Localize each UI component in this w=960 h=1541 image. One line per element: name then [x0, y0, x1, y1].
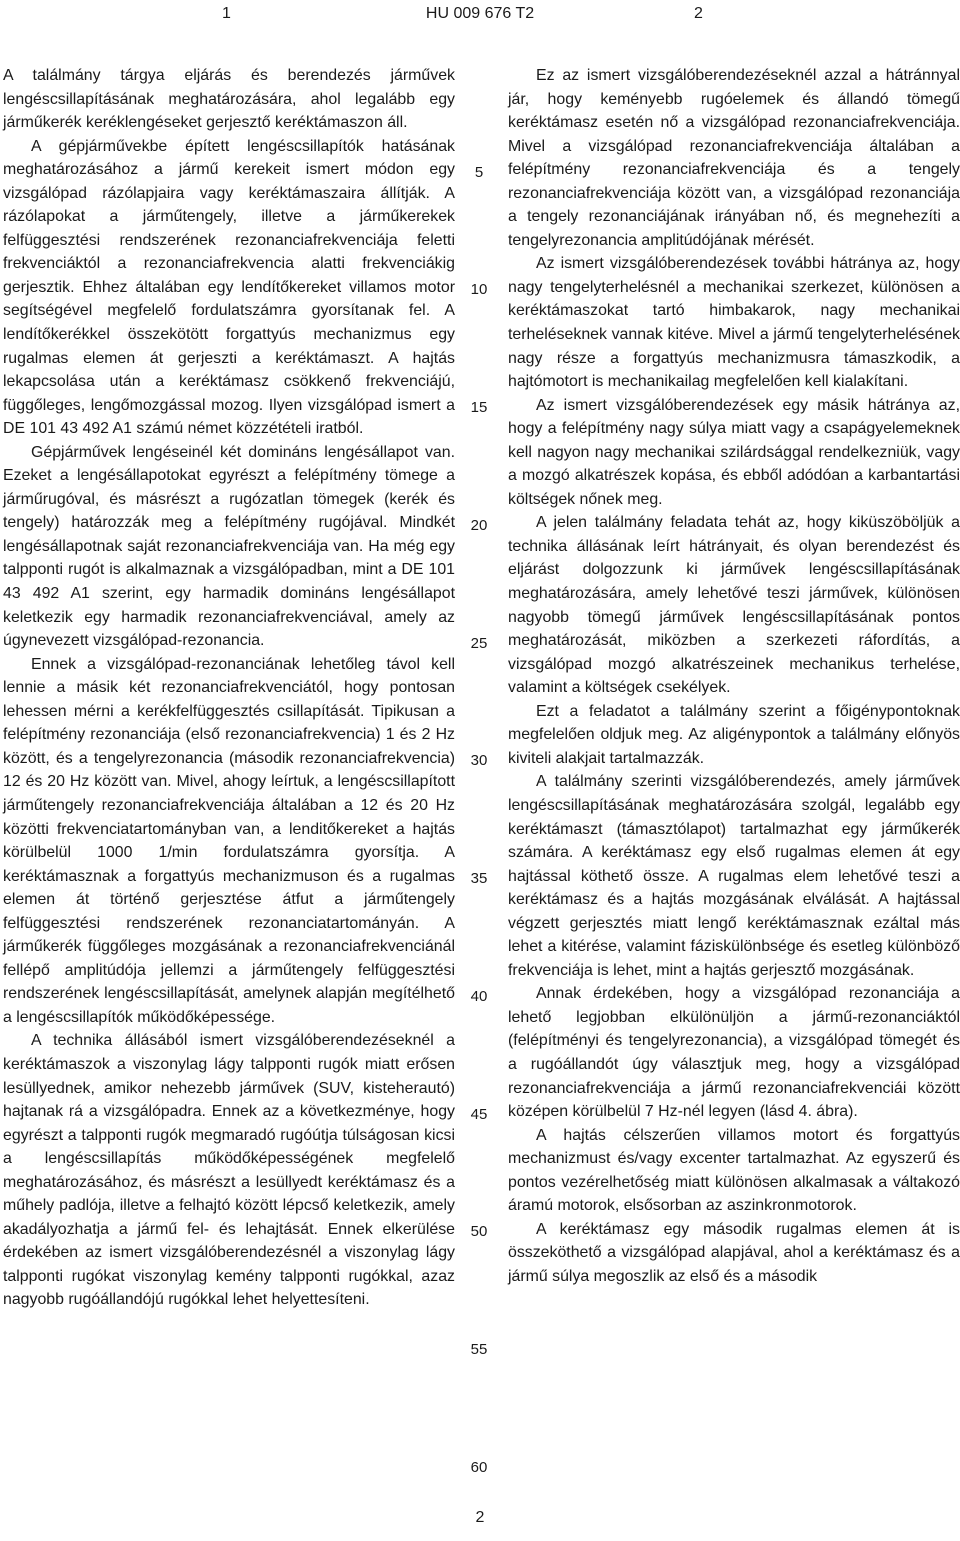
paragraph: Ez az ismert vizsgálóberendezéseknél azzal a hátránnyal jár, hogy keményebb rugóelemek és állandó tömegű keréktámasz esetén nő a vizsgálópad rezonanciafrekvenciája. Mivel a vizsgálópad rezonanciafrekvenciája általában a felépítmény rezonanciafrekvenciája és a tengely rezonanciafrekvenciája között van, a vizsgálópad rezonanciája a tengely rezonanciájának irányában nő, és megnehezíti a tengelyrezonancia amplitúdójának mérését. [508, 67, 960, 249]
page-number-right: 2 [694, 5, 703, 22]
page-number-left: 1 [222, 5, 231, 22]
line-number: 5 [474, 164, 484, 181]
paragraph: Ennek a vizsgálópad-rezonanciának lehetőleg távol kell lennie a másik két rezonanciafrekvenciától, hogy pontosan lehessen mérni a kerékfelfüggesztés csillapítását. Tipikusan a felépítmény rezonanciája (első rezonanciafrekvencia) 1 és 2 Hz között, és a tengelyrezonancia (második rezonanciafrekvencia) 12 és 20 Hz között van. Mivel, ahogy leírtuk, a lengéscsillapított járműtengely rezonanciafrekvenciája általában a 12 és 20 Hz közötti frekvenciatartományban van, a lenditőkereket a hajtás körülbelül 1000 1/min fordulatszámra gyorsítja. A keréktámasznak a forgattyús mechanizmuson és a rugalmas elemen át történő gerjesztése átfut a járműtengely felfüggesztési rendszerének rezonanciatartományán. A járműkerék függőleges mozgásának a rezonanciafrekvenciánál fellépő amplitúdója jellemzi a járműtengely felfüggesztési rendszerének lengéscsillapítását, amelynek alapján megítélhető a lengéscsillapítók működőképessége. [3, 655, 455, 1026]
paragraph: Ezt a feladatot a találmány szerint a főigénypontoknak megfelelően oldjuk meg. Az aligénypontok a találmány előnyös kiviteli alakjait tartalmazzák. [508, 702, 960, 767]
paragraph: A találmány tárgya eljárás és berendezés járművek lengéscsillapításának meghatározására, ahol legalább egy járműkerék keréklengéseket gerjesztő keréktámaszon áll. [3, 67, 455, 132]
line-number: 55 [470, 1341, 488, 1358]
left-column [3, 64, 455, 1312]
paragraph: Annak érdekében, hogy a vizsgálópad rezonanciája a lehető legjobban elkülönüljön a jármű-rezonanciáktól (felépítményi és tengelyrezonancia), a vizsgálópad tömegét és a rugóállandót úgy választjuk meg, hogy a vizsgálópad rezonanciafrekvenciája a jármű rezonanciafrekvenciái között középen körülbelül 7 Hz-nél legyen (lásd 4. ábra). [508, 985, 960, 1121]
line-number: 45 [470, 1106, 488, 1123]
paragraph: A jelen találmány feladata tehát az, hogy kiküszöböljük a technika állásának leírt hátrányait, és olyan berendezést és eljárást dolgozzunk ki járművek lengéscsillapításának meghatározására, amely lehetővé teszi járművek, különösen nagyobb tömegű járművek lengéscsillapításának pontos meghatározását, miközben a szerkezeti ráfordítás, a vizsgálópad mozgó alkatrészeinek mechanikus terhelése, valamint a költségek csekélyek. [508, 514, 960, 697]
paragraph: A keréktámasz egy második rugalmas elemen át is összeköthető a vizsgálópad alapjával, ahol a keréktámasz és a jármű súlya megoszlik az első és a második [508, 1220, 960, 1285]
footer-page-number: 2 [475, 1509, 485, 1526]
line-number: 30 [470, 752, 488, 769]
line-number: 15 [470, 399, 488, 416]
paragraph: A gépjárművekbe épített lengéscsillapítók hatásának meghatározásához a jármű kerekeit ismert módon egy vizsgálópad rázólapjaira vagy keréktámaszaira állítják. A rázólapokat a járműtengely, illetve a járműkerekek felfüggesztési rendszerének rezonanciafrekvenciája feletti frekvenciáktól a rezonanciafrekvencia alatti frekvenciákig gerjesztik. Ehhez általában egy lendítőkereket villamos motor segítségével megfelelő fordulatszámra gyorsítanak fel. A lendítőkerékkel összekötött forgattyús mechanizmus egy rugalmas elemen át gerjeszti a keréktámaszt. A hajtás lekapcsolása után a keréktámasz csökkenő frekvenciájú, függőleges, lengőmozgással mozog. Ilyen vizsgálópad ismert a DE 101 43 492 A1 számú német közzétételi iratból. [3, 137, 455, 438]
line-number: 25 [470, 635, 488, 652]
paragraph: Gépjárművek lengéseinél két domináns lengésállapot van. Ezeket a lengésállapotokat egyrészt a felépítmény tömege a járműrugóval, és másrészt a rugózatlan tömegek (kerék és tengely) határozzák meg a felépítmény rugójával. Mindkét lengésállapotnak saját rezonanciafrekvenciája van. Ha még egy talpponti rugót is alkalmaznak a vizsgálópadban, mint a DE 101 43 492 A1 szerint, egy harmadik domináns lengésállapot keletkezik egy harmadik rezonanciafrekvenciával, amely az úgynevezett vizsgálópad-rezonancia. [3, 443, 455, 650]
line-number: 35 [470, 870, 488, 887]
document-number: HU 009 676 T2 [425, 5, 535, 22]
paragraph: A hajtás célszerűen villamos motort és forgattyús mechanizmust és/vagy excenter tartalmazhat. Az egyszerű és pontos vezérelhetőség miatt különösen alkalmasak a váltakozó áramú motorok, elsősorban az aszinkronmotorok. [508, 1126, 960, 1215]
line-number: 40 [470, 988, 488, 1005]
paragraph: Az ismert vizsgálóberendezések egy másik hátránya az, hogy a felépítmény nagy súlya miatt vagy a csapágyelemeknek kell nagyon nagy mechanikai szilárdsággal rendelkezniük, vagy a mozgó alkatrészek kopása, és ebből adódóan a karbantartási költségek nőnek meg. [508, 396, 960, 508]
paragraph: A technika állásából ismert vizsgálóberendezéseknél a keréktámaszok a viszonylag lágy talpponti rugók miatt erősen lesüllyednek, amikor nehezebb járművek (SUV, kisteherautó) hajtanak rá a vizsgálópadra. Ennek az a következménye, hogy egyrészt a talpponti rugók megmaradó rugóútja túlságosan kicsi a lengéscsillapítás működőképességének megfelelő meghatározásához, és másrészt a lesüllyedt keréktámasz és a műhely padlója, illetve a felhajtó között lépcső keletkezik, amely akadályozhatja a jármű fel- és lehajtását. Ennek elkerülése érdekében az ismert vizsgálóberendezésnél a viszonylag lágy talpponti rugókat viszonylag kemény talpponti rugókkal, azaz nagyobb rugóállandójú rugókkal lehet helyettesíteni. [3, 1032, 455, 1309]
line-number: 50 [470, 1223, 488, 1240]
page-header [0, 0, 960, 30]
paragraph: A találmány szerinti vizsgálóberendezés, amely járművek lengéscsillapításának meghatározására szolgál, legalább egy keréktámaszt (támasztólapot) tartalmazhat egy járműkerék számára. A keréktámasz egy első rugalmas elemen át egy hajtással köthető össze. A rugalmas elem lehetővé teszi a keréktámasz és a hajtás mozgásának elválását. A hajtással végzett gerjesztés miatt lengő keréktámasznak ezáltal más lehet a kitérése, valamint fáziskülönbsége és esetleg különböző frekvenciája is lehet, mint a hajtás gerjesztő mozgásának. [508, 773, 960, 979]
line-number: 10 [470, 281, 488, 298]
line-number: 60 [470, 1459, 488, 1476]
line-number: 20 [470, 517, 488, 534]
page-footer [0, 1508, 960, 1528]
paragraph: Az ismert vizsgálóberendezések további hátránya az, hogy nagy tengelyterhelésnél a mechanikai szerkezet, különösen a keréktámaszokat tartó himbakarok, nagy mechanikai terheléseknek vannak kitéve. Mivel a jármű tengelyterhelésének nagy része a forgattyús mechanizmusra támaszkodik, a hajtómotort is mechanikailag megfelelően kell kialakítani. [508, 255, 960, 391]
right-column [508, 64, 960, 1288]
